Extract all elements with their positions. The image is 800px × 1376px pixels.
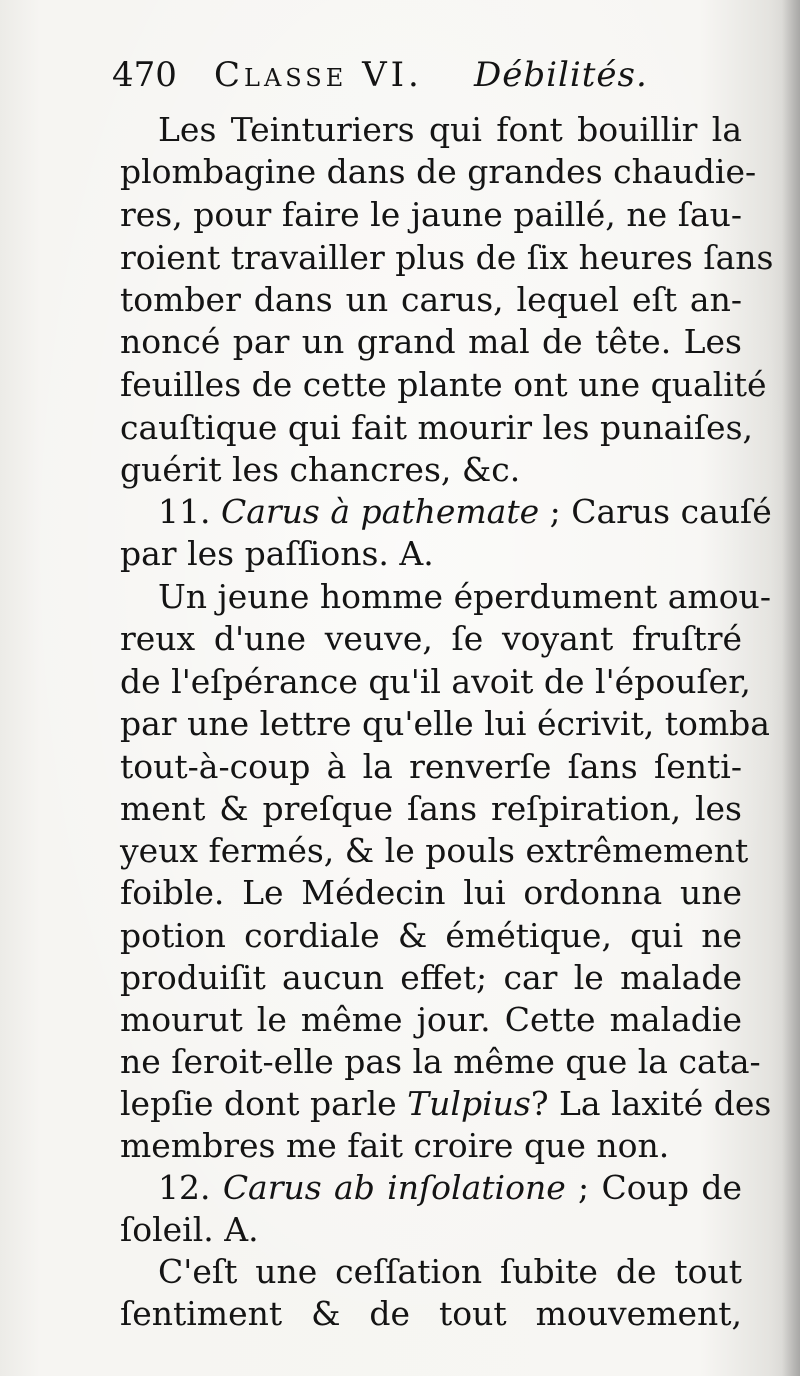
text-line: ſoleil. A.: [120, 1210, 259, 1249]
text-line: ment & preſque ſans reſpiration, les: [120, 789, 742, 828]
text-line: ſentiment & de tout mouvement,: [120, 1294, 742, 1333]
text-line: de l'eſpérance qu'il avoit de l'épouſer,: [120, 662, 751, 701]
text-line: ne ſeroit-elle pas la même que la cata-: [120, 1042, 761, 1081]
text-line: Les Teinturiers qui font bouillir la: [158, 110, 742, 149]
text-line: membres me fait croire que non.: [120, 1126, 670, 1165]
text-line: Un jeune homme éperdument amou-: [158, 577, 771, 616]
section-title-italic: Carus ab inſolatione: [222, 1168, 566, 1207]
text-line: roient travailler plus de ſix heures ſans: [120, 238, 774, 277]
text-line: par une lettre qu'elle lui écrivit, tomba: [120, 704, 770, 743]
text-line: noncé par un grand mal de tête. Les: [120, 322, 742, 361]
text-line: tomber dans un carus, lequel eſt an-: [120, 280, 742, 319]
section-heading-12: 12. Carus ab inſolatione ; Coup de: [158, 1168, 742, 1207]
text-line: foible. Le Médecin lui ordonna une: [120, 873, 742, 912]
text-line: res, pour faire le jaune paillé, ne ſau-: [120, 195, 742, 234]
text-line: tout-à-coup à la renverſe ſans ſenti-: [120, 747, 742, 786]
text-line: guérit les chancres, &c.: [120, 450, 521, 489]
page-number: 470: [112, 55, 177, 95]
header-classe: Classe VI.: [214, 55, 423, 95]
section-title-italic: Carus à pathemate: [220, 492, 540, 531]
text-line: C'eſt une ceſſation ſubite de tout: [158, 1252, 742, 1291]
text-line: yeux fermés, & le pouls extrêmement: [120, 831, 749, 870]
text-line-tulpius: lepſie dont parle Tulpius? La laxité des: [120, 1084, 772, 1123]
text-line: cauſtique qui fait mourir les punaiſes,: [120, 408, 753, 447]
text-line: produiſit aucun effet; car le malade: [120, 958, 742, 997]
header-section-title: Débilités.: [474, 55, 648, 95]
page-gutter-shadow: [782, 0, 800, 1376]
text-line: reux d'une veuve, ſe voyant fruſtré: [120, 619, 742, 658]
author-name-italic: Tulpius: [407, 1084, 531, 1123]
text-line: mourut le même jour. Cette maladie: [120, 1000, 742, 1039]
text-line: potion cordiale & émétique, qui ne: [120, 916, 742, 955]
text-line: feuilles de cette plante ont une qualité: [120, 365, 767, 404]
text-line: plombagine dans de grandes chaudie-: [120, 152, 757, 191]
running-header: [112, 50, 752, 100]
section-heading-11: 11. Carus à pathemate ; Carus cauſé: [158, 492, 772, 531]
text-line: par les paſſions. A.: [120, 534, 434, 573]
